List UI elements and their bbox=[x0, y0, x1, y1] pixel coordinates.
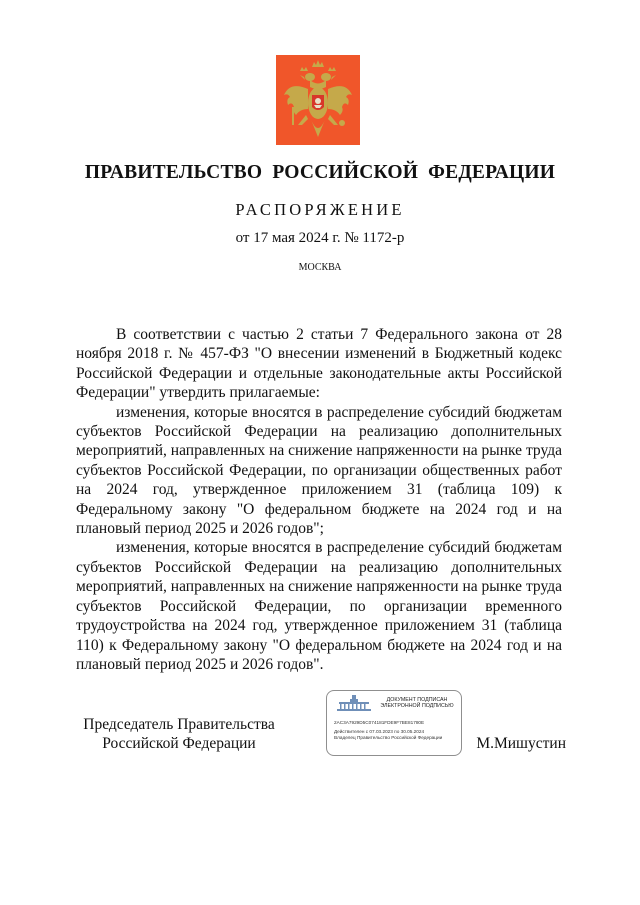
body-paragraph: изменения, которые вносятся в распределение субсидий бюджетам субъектов Российской Федерации на реализацию дополнительных мероприятий, направленных на снижение напряженности на рынке труда субъектов Российской Федерации, по организации общественных работ на 2024 год, утвержденное приложением 31 (таблица 109) к Федеральному закону "О федеральном бюджете на 2024 год и на плановый период 2025 и 2026 годов"; bbox=[76, 403, 562, 538]
stamp-header bbox=[373, 697, 461, 710]
signatory-position-line: Председатель Правительства bbox=[83, 716, 275, 733]
body-paragraph: В соответствии с частью 2 статьи 7 Федерального закона от 28 ноября 2018 г. № 457-ФЗ "О внесении изменений в Бюджетный кодекс Российской Федерации и отдельные законодательные акты Российской Федерации" утвердить прилагаемые: bbox=[76, 326, 562, 402]
stamp-validity: Действителен с 07.03.2023 по 30.05.2024 bbox=[334, 729, 425, 734]
body-paragraph: изменения, которые вносятся в распределение субсидий бюджетам субъектов Российской Федерации на реализацию дополнительных мероприятий, направленных на снижение напряженности на рынке труда субъектов Российской Федерации, по организации временного трудоустройства на 2024 год, утвержденное приложением 31 (таблица 110) к Федеральному закону "О федеральном бюджете на 2024 год и на плановый период 2025 и 2026 годов". bbox=[76, 539, 562, 673]
signatory-position-line: Российской Федерации bbox=[102, 735, 256, 752]
stamp-owner: Владелец Правительство Российской Федерации bbox=[334, 735, 443, 740]
document-city: МОСКВА bbox=[298, 262, 342, 273]
signatory-name: М.Мишустин bbox=[476, 735, 566, 752]
government-title: ПРАВИТЕЛЬСТВО РОССИЙСКОЙ ФЕДЕРАЦИИ bbox=[84, 162, 556, 183]
russian-coat-of-arms-icon bbox=[276, 55, 360, 145]
stamp-header-line: ДОКУМЕНТ ПОДПИСАН bbox=[386, 697, 448, 703]
stamp-certificate: 2AC3A7929D5C074181FDE9F7BE81780E bbox=[334, 720, 425, 725]
government-building-icon bbox=[335, 695, 373, 711]
signatory-position bbox=[74, 715, 284, 753]
document-date-number: от 17 мая 2024 г. № 1172-р bbox=[235, 230, 405, 246]
stamp-header-line: ЭЛЕКТРОННОЙ ПОДПИСЬЮ bbox=[380, 703, 454, 710]
document-type: РАСПОРЯЖЕНИЕ bbox=[235, 200, 405, 219]
document-body bbox=[76, 325, 562, 674]
electronic-signature-stamp bbox=[326, 690, 462, 756]
